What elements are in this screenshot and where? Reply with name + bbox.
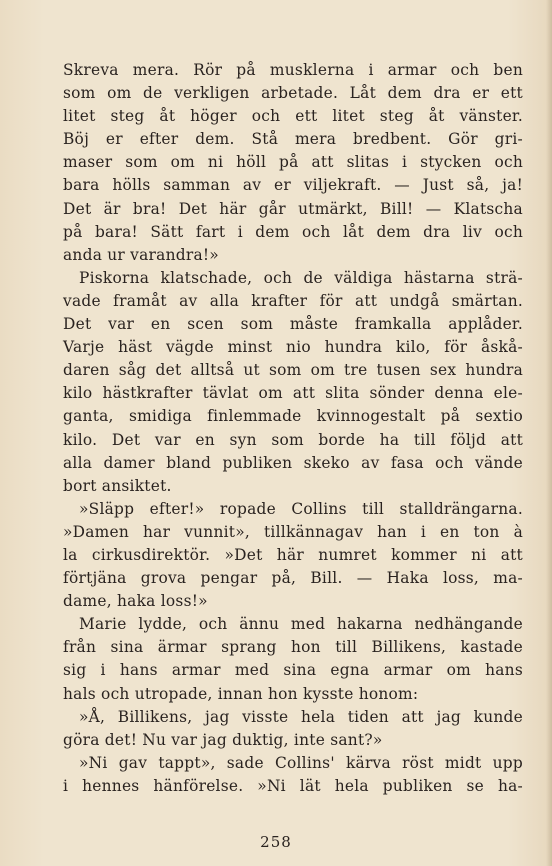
text-line: Marie lydde, och ännu med hakarna nedhängande [79,615,523,634]
text-line: Det var en scen som måste framkalla applåder. [63,315,523,334]
text-line: la cirkusdirektör. »Det här numret kommer ni att [63,545,523,564]
text-line: från sina ärmar sprang hon till Billikens, kastade [63,638,523,657]
text-line: litet steg åt höger och ett litet steg åt vänster. [63,107,523,126]
text-line: »Å, Billikens, jag visste hela tiden att jag kunde [79,707,523,726]
text-line: maser som om ni höll på att slitas i stycken och [63,153,523,172]
text-line: kilo. Det var en syn som borde ha till följd att [63,430,523,449]
text-line: »Damen har vunnit», tillkännagav han i en ton à [63,522,523,541]
text-line: bara hölls samman av er viljekraft. — Just så, ja! [63,176,523,195]
page-number: 258 [260,833,292,851]
text-line: »Ni gav tappt», sade Collins' kärva röst midt upp [79,753,523,772]
text-line: som om de verkligen arbetade. Låt dem dra er ett [63,84,523,103]
text-line: ganta, smidiga finlemmade kvinnogestalt på sextio [63,407,523,426]
text-line: Skreva mera. Rör på musklerna i armar och ben [63,61,523,79]
text-line: Böj er efter dem. Stå mera bredbent. Gör gri- [63,130,523,149]
text-line: bort ansiktet. [63,476,172,495]
text-line: »Släpp efter!» ropade Collins till stalldrängarna. [79,499,523,518]
text-line: anda ur varandra!» [63,245,219,264]
text-line: Piskorna klatschade, och de väldiga hästarna strä- [79,268,523,287]
text-line: Varje häst vägde minst nio hundra kilo, för åskå- [63,338,523,357]
text-line: i hennes hänförelse. »Ni lät hela publiken se ha- [63,776,523,795]
page-edge-shadow [546,0,552,866]
text-line: dame, haka loss!» [63,592,208,611]
text-line: sig i hans armar med sina egna armar om hans [63,661,523,680]
text-line: kilo hästkrafter tävlat om att slita sönder denna ele- [63,384,523,403]
text-line: hals och utropade, innan hon kysste honom: [63,684,419,703]
text-line: göra det! Nu var jag duktig, inte sant?» [63,730,383,749]
text-line: vade framåt av alla krafter för att undgå smärtan. [63,291,523,310]
text-line: Det är bra! Det här går utmärkt, Bill! — Klatscha [63,199,523,218]
text-line: på bara! Sätt fart i dem och låt dem dra liv och [63,222,523,241]
text-line: alla damer bland publiken skeko av fasa och vände [63,453,523,472]
text-line: daren såg det alltså ut som om tre tusen sex hundra [63,361,523,380]
text-line: förtjäna grova pengar på, Bill. — Haka loss, ma- [63,569,523,588]
body-text [63,59,523,798]
